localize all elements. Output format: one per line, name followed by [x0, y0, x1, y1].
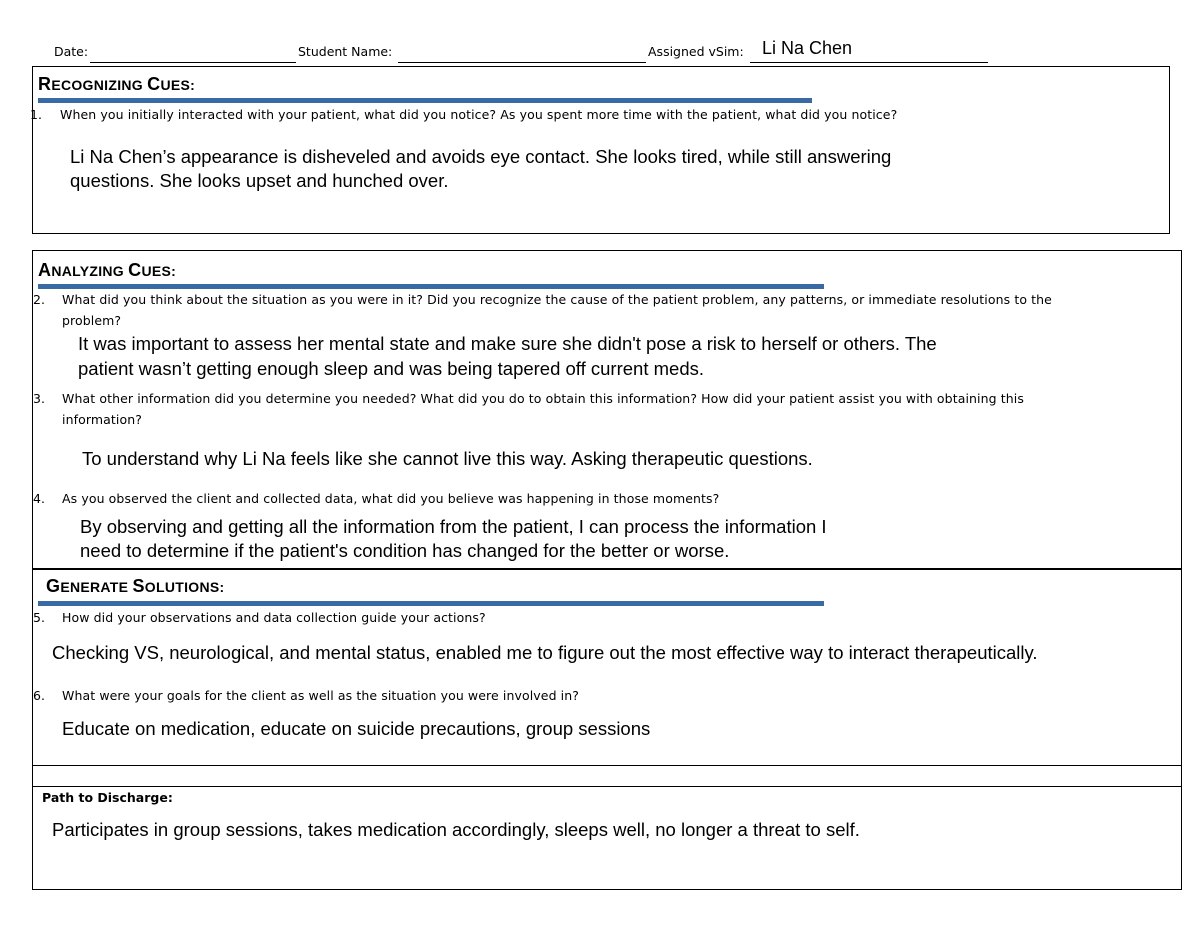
path-to-discharge-answer: Participates in group sessions, takes medication accordingly, sleeps well, no longer a threat to self.	[52, 819, 860, 840]
generate-solutions-title: GENERATE SOLUTIONS:	[46, 576, 225, 596]
question-3-number: 3.	[33, 391, 46, 406]
question-1: When you initially interacted with your patient, what did you notice? As you spent more time with the patient, what did you notice?	[60, 107, 898, 122]
analyzing-cues-accent-bar	[38, 284, 824, 289]
answer-4-line-2: need to determine if the patient's condition has changed for the better or worse.	[80, 540, 730, 561]
answer-2-line-1: It was important to assess her mental state and make sure she didn't pose a risk to herself or others. The	[78, 333, 937, 354]
question-2-line-2: problem?	[62, 313, 122, 328]
answer-5: Checking VS, neurological, and mental status, enabled me to figure out the most effective way to interact therapeutically.	[52, 642, 1038, 663]
answer-2-line-2: patient wasn’t getting enough sleep and was being tapered off current meds.	[78, 358, 704, 379]
question-5: How did your observations and data collection guide your actions?	[62, 610, 486, 625]
recognizing-cues-accent-bar	[38, 98, 812, 103]
path-to-discharge-label: Path to Discharge:	[42, 790, 173, 805]
recognizing-cues-title: RECOGNIZING CUES:	[38, 74, 196, 94]
date-field[interactable]	[90, 48, 296, 63]
student-name-field[interactable]	[398, 48, 646, 63]
date-label: Date:	[54, 44, 89, 59]
question-2-number: 2.	[33, 292, 46, 307]
answer-1-line-1: Li Na Chen’s appearance is disheveled and avoids eye contact. She looks tired, while still answering	[70, 146, 892, 167]
assigned-vsim-value: Li Na Chen	[762, 38, 853, 58]
spacer-row	[32, 765, 1182, 787]
question-3-line-2: information?	[62, 412, 142, 427]
answer-1-line-2: questions. She looks upset and hunched over.	[70, 170, 449, 191]
assigned-vsim-label: Assigned vSim:	[648, 44, 744, 59]
question-4-number: 4.	[33, 491, 46, 506]
question-5-number: 5.	[33, 610, 46, 625]
answer-4-line-1: By observing and getting all the information from the patient, I can process the information I	[80, 516, 827, 537]
answer-3: To understand why Li Na feels like she cannot live this way. Asking therapeutic questions.	[82, 448, 813, 469]
question-4: As you observed the client and collected data, what did you believe was happening in those moments?	[62, 491, 720, 506]
analyzing-cues-title: ANALYZING CUES:	[38, 260, 177, 280]
question-2-line-1: What did you think about the situation as you were in it? Did you recognize the cause of the patient problem, any patterns, or immediate resolutions to the	[62, 292, 1052, 307]
question-6-number: 6.	[33, 688, 46, 703]
question-3-line-1: What other information did you determine you needed? What did you do to obtain this information? How did your patient assist you with obtaining this	[62, 391, 1024, 406]
generate-solutions-accent-bar	[38, 601, 824, 606]
answer-6: Educate on medication, educate on suicide precautions, group sessions	[62, 718, 651, 739]
student-name-label: Student Name:	[298, 44, 393, 59]
question-1-number: 1.	[30, 107, 43, 122]
question-6: What were your goals for the client as well as the situation you were involved in?	[62, 688, 580, 703]
